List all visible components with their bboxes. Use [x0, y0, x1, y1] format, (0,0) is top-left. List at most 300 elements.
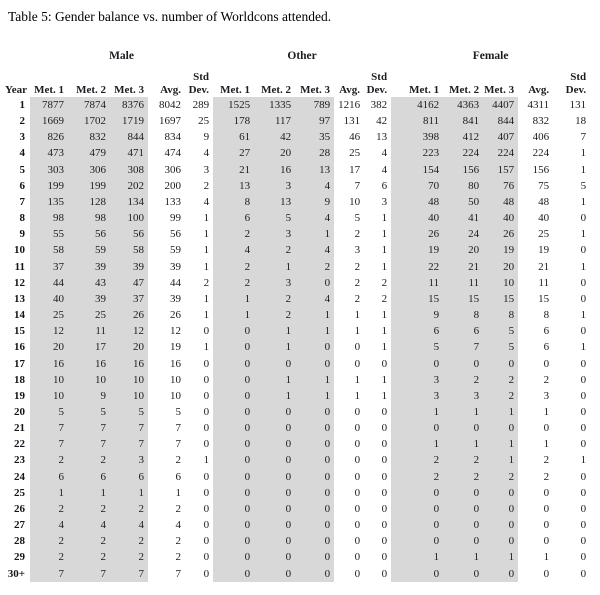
data-cell: 16	[170, 357, 181, 370]
data-cell: 0	[295, 566, 334, 582]
data-cell: 306	[164, 163, 181, 176]
data-cell: 1	[203, 228, 210, 241]
data-cell: 0	[391, 501, 443, 517]
data-cell: 0	[580, 502, 587, 515]
data-cell: 1	[381, 228, 388, 241]
data-cell: 0	[254, 356, 295, 372]
column-header-other-avg: Avg.	[339, 84, 361, 96]
data-cell: 44	[30, 275, 68, 291]
data-cell: 306	[68, 162, 110, 178]
data-cell: 474	[164, 147, 181, 160]
data-cell: 39	[170, 260, 181, 273]
data-cell: 7	[110, 566, 148, 582]
table-row	[0, 533, 590, 549]
data-cell: 0	[203, 325, 210, 338]
year-cell: 15	[14, 325, 25, 338]
data-cell: 1	[580, 309, 587, 322]
year-cell: 7	[19, 195, 25, 208]
table-row	[0, 259, 590, 275]
data-cell: 20	[443, 242, 483, 258]
data-cell: 0	[203, 551, 210, 564]
data-cell: 0	[254, 452, 295, 468]
data-cell: 40	[483, 210, 518, 226]
data-cell: 2	[68, 549, 110, 565]
data-cell: 8	[483, 307, 518, 323]
data-cell: 0	[580, 389, 587, 402]
data-cell: 0	[580, 422, 587, 435]
data-cell: 16	[254, 162, 295, 178]
data-cell: 12	[170, 325, 181, 338]
data-cell: 6	[68, 469, 110, 485]
data-cell: 0	[213, 356, 254, 372]
data-cell: 157	[483, 162, 518, 178]
data-cell: 5	[175, 405, 181, 418]
data-cell: 6	[381, 179, 388, 192]
data-cell: 4	[295, 242, 334, 258]
data-cell: 1	[30, 485, 68, 501]
data-cell: 844	[110, 129, 148, 145]
data-cell: 0	[483, 356, 518, 372]
data-cell: 15	[443, 291, 483, 307]
data-cell: 1	[354, 309, 361, 322]
data-cell: 3	[543, 389, 550, 402]
table-row	[0, 452, 590, 468]
column-header-male-met-3: Met. 3	[114, 84, 144, 96]
table-body	[0, 97, 590, 582]
data-cell: 0	[580, 567, 587, 580]
data-cell: 0	[483, 485, 518, 501]
data-cell: 133	[164, 195, 181, 208]
data-cell: 1	[580, 260, 587, 273]
data-cell: 0	[354, 405, 361, 418]
data-cell: 0	[443, 566, 483, 582]
data-cell: 1	[295, 307, 334, 323]
year-cell: 14	[14, 309, 25, 322]
data-cell: 0	[381, 519, 388, 532]
data-cell: 2	[30, 501, 68, 517]
data-cell: 2	[483, 388, 518, 404]
data-cell: 0	[391, 517, 443, 533]
data-cell: 1	[110, 485, 148, 501]
column-header-male-std-dev: Std Dev.	[188, 71, 210, 96]
data-cell: 2	[543, 454, 550, 467]
data-cell: 0	[381, 551, 388, 564]
group-header-spacer	[0, 41, 30, 65]
data-cell: 25	[538, 228, 550, 241]
data-cell: 0	[213, 452, 254, 468]
data-cell: 0	[203, 438, 210, 451]
data-cell: 1	[381, 325, 388, 338]
group-header-female: Female	[472, 50, 509, 62]
data-cell: 42	[376, 115, 388, 128]
year-cell: 21	[14, 422, 25, 435]
data-cell: 2	[254, 291, 295, 307]
data-cell: 7	[443, 339, 483, 355]
data-cell: 19	[170, 341, 181, 354]
data-cell: 24	[443, 226, 483, 242]
data-cell: 0	[203, 389, 210, 402]
data-cell: 0	[543, 567, 550, 580]
data-cell: 0	[354, 470, 361, 483]
data-cell: 2	[354, 276, 361, 289]
data-cell: 40	[30, 291, 68, 307]
data-cell: 7	[110, 436, 148, 452]
year-cell: 12	[14, 276, 25, 289]
data-cell: 0	[483, 501, 518, 517]
table-row	[0, 97, 590, 113]
data-cell: 2	[381, 292, 388, 305]
table-row	[0, 145, 590, 161]
data-cell: 2	[175, 535, 181, 548]
data-cell: 1	[354, 389, 361, 402]
table-row	[0, 242, 590, 258]
data-cell: 58	[110, 242, 148, 258]
year-cell: 2	[19, 115, 25, 128]
data-cell: 0	[381, 535, 388, 548]
data-cell: 20	[483, 259, 518, 275]
data-cell: 1	[254, 259, 295, 275]
data-cell: 832	[532, 115, 550, 128]
data-cell: 0	[391, 356, 443, 372]
data-cell: 156	[443, 162, 483, 178]
data-cell: 0	[254, 517, 295, 533]
data-cell: 2	[30, 549, 68, 565]
data-cell: 0	[295, 275, 334, 291]
data-cell: 473	[30, 145, 68, 161]
data-cell: 0	[580, 405, 587, 418]
data-cell: 2	[295, 259, 334, 275]
data-cell: 35	[295, 129, 334, 145]
data-cell: 412	[443, 129, 483, 145]
data-cell: 13	[254, 194, 295, 210]
data-cell: 0	[354, 486, 361, 499]
data-cell: 1697	[159, 115, 181, 128]
data-cell: 0	[254, 436, 295, 452]
table-row	[0, 404, 590, 420]
column-header-year: Year	[5, 84, 27, 96]
data-cell: 1	[354, 325, 361, 338]
data-cell: 1	[580, 147, 587, 160]
data-cell: 4162	[391, 97, 443, 113]
data-cell: 1	[381, 373, 388, 386]
data-cell: 2	[175, 502, 181, 515]
paper-page	[0, 9, 600, 582]
data-cell: 0	[580, 373, 587, 386]
data-cell: 0	[580, 519, 587, 532]
data-cell: 7	[68, 436, 110, 452]
column-header-other-met-2: Met. 2	[261, 84, 292, 96]
data-cell: 1	[543, 551, 550, 564]
data-cell: 0	[580, 486, 587, 499]
table-row	[0, 291, 590, 307]
data-cell: 4	[110, 517, 148, 533]
data-cell: 75	[538, 179, 550, 192]
data-cell: 6	[30, 469, 68, 485]
data-cell: 0	[391, 566, 443, 582]
data-cell: 48	[483, 194, 518, 210]
column-header-male-avg: Avg.	[160, 84, 181, 96]
data-cell: 0	[254, 533, 295, 549]
data-cell: 0	[295, 339, 334, 355]
data-cell: 2	[483, 469, 518, 485]
data-cell: 841	[443, 113, 483, 129]
data-cell: 7	[30, 420, 68, 436]
data-cell: 2	[213, 275, 254, 291]
data-cell: 3	[203, 163, 210, 176]
data-cell: 0	[203, 486, 210, 499]
data-cell: 3	[354, 244, 361, 257]
data-cell: 4	[68, 517, 110, 533]
table-row	[0, 178, 590, 194]
data-cell: 1	[543, 405, 550, 418]
data-cell: 0	[381, 357, 388, 370]
data-cell: 2	[381, 276, 388, 289]
data-cell: 2	[68, 501, 110, 517]
data-cell: 15	[391, 291, 443, 307]
year-cell: 30+	[7, 567, 25, 580]
table-row	[0, 162, 590, 178]
data-cell: 21	[443, 259, 483, 275]
data-cell: 0	[295, 452, 334, 468]
data-cell: 117	[254, 113, 295, 129]
data-cell: 0	[254, 566, 295, 582]
data-cell: 0	[483, 517, 518, 533]
data-cell: 59	[68, 242, 110, 258]
data-cell: 131	[569, 99, 587, 111]
data-cell: 26	[391, 226, 443, 242]
year-cell: 8	[19, 212, 25, 225]
data-cell: 0	[580, 212, 587, 225]
data-cell: 2	[254, 242, 295, 258]
data-cell: 0	[443, 356, 483, 372]
data-cell: 834	[164, 131, 181, 144]
data-cell: 20	[30, 339, 68, 355]
data-cell: 0	[543, 486, 550, 499]
data-cell: 0	[443, 533, 483, 549]
data-cell: 56	[68, 226, 110, 242]
data-cell: 1	[391, 549, 443, 565]
data-cell: 0	[381, 438, 388, 451]
data-cell: 21	[538, 260, 550, 273]
table-row	[0, 388, 590, 404]
data-cell: 223	[391, 145, 443, 161]
data-cell: 0	[543, 422, 550, 435]
column-header-male-met-1: Met. 1	[34, 84, 64, 96]
data-cell: 7	[68, 420, 110, 436]
data-cell: 7874	[68, 97, 110, 113]
data-cell: 4	[381, 147, 388, 160]
year-cell: 10	[14, 244, 25, 257]
data-cell: 10	[170, 373, 181, 386]
data-cell: 7	[175, 422, 181, 435]
year-cell: 29	[14, 551, 25, 564]
data-cell: 10	[30, 372, 68, 388]
data-cell: 44	[170, 276, 181, 289]
data-cell: 4363	[443, 97, 483, 113]
data-cell: 8	[443, 307, 483, 323]
data-cell: 5	[68, 404, 110, 420]
column-header-female-met-2: Met. 2	[449, 84, 480, 96]
data-cell: 844	[483, 113, 518, 129]
data-cell: 39	[170, 292, 181, 305]
data-cell: 178	[213, 113, 254, 129]
data-cell: 2	[110, 533, 148, 549]
data-cell: 303	[30, 162, 68, 178]
data-cell: 25	[30, 307, 68, 323]
table-row	[0, 129, 590, 145]
data-cell: 59	[170, 244, 181, 257]
data-cell: 55	[30, 226, 68, 242]
data-cell: 1	[443, 436, 483, 452]
data-cell: 131	[343, 115, 361, 128]
data-cell: 2	[443, 452, 483, 468]
data-cell: 1	[254, 323, 295, 339]
data-cell: 10	[483, 275, 518, 291]
data-cell: 832	[68, 129, 110, 145]
data-cell: 10	[30, 388, 68, 404]
data-cell: 11	[443, 275, 483, 291]
data-cell: 789	[295, 97, 334, 113]
data-cell: 0	[354, 567, 361, 580]
data-cell: 0	[295, 356, 334, 372]
data-cell: 6	[175, 470, 181, 483]
data-cell: 0	[213, 323, 254, 339]
data-cell: 2	[391, 469, 443, 485]
data-cell: 1	[295, 323, 334, 339]
year-cell: 11	[14, 260, 25, 273]
group-header-row	[0, 41, 590, 65]
data-cell: 10	[110, 372, 148, 388]
data-cell: 0	[391, 420, 443, 436]
data-cell: 0	[295, 533, 334, 549]
data-cell: 1	[175, 486, 181, 499]
data-cell: 224	[483, 145, 518, 161]
data-cell: 17	[349, 163, 361, 176]
data-cell: 6	[213, 210, 254, 226]
data-cell: 0	[483, 533, 518, 549]
data-cell: 479	[68, 145, 110, 161]
data-cell: 7	[354, 179, 361, 192]
data-cell: 7	[175, 567, 181, 580]
data-cell: 2	[30, 533, 68, 549]
data-cell: 19	[538, 244, 550, 257]
data-cell: 6	[543, 325, 550, 338]
data-cell: 199	[30, 178, 68, 194]
data-cell: 3	[110, 452, 148, 468]
data-cell: 15	[483, 291, 518, 307]
data-cell: 0	[354, 341, 361, 354]
data-cell: 1	[381, 341, 388, 354]
table-row	[0, 307, 590, 323]
data-cell: 156	[532, 163, 550, 176]
table-row	[0, 194, 590, 210]
data-cell: 0	[354, 438, 361, 451]
data-cell: 0	[443, 420, 483, 436]
data-cell: 0	[213, 517, 254, 533]
data-cell: 4	[203, 195, 210, 208]
data-cell: 2	[110, 501, 148, 517]
data-cell: 18	[575, 115, 587, 128]
year-cell: 26	[14, 502, 25, 515]
data-cell: 0	[213, 339, 254, 355]
data-cell: 6	[391, 323, 443, 339]
data-cell: 70	[391, 178, 443, 194]
data-cell: 826	[30, 129, 68, 145]
data-cell: 22	[391, 259, 443, 275]
data-cell: 0	[354, 535, 361, 548]
data-cell: 16	[30, 356, 68, 372]
data-cell: 0	[295, 517, 334, 533]
data-cell: 2	[68, 452, 110, 468]
data-cell: 1	[580, 454, 587, 467]
data-cell: 1	[381, 260, 388, 273]
data-cell: 0	[254, 549, 295, 565]
data-cell: 7	[30, 436, 68, 452]
data-cell: 1	[381, 309, 388, 322]
data-cell: 11	[391, 275, 443, 291]
data-cell: 0	[295, 420, 334, 436]
data-cell: 398	[391, 129, 443, 145]
data-cell: 25	[349, 147, 361, 160]
data-cell: 0	[354, 357, 361, 370]
data-cell: 5	[391, 339, 443, 355]
year-cell: 9	[19, 228, 25, 241]
data-cell: 0	[443, 501, 483, 517]
table-row	[0, 566, 590, 582]
data-cell: 0	[381, 567, 388, 580]
data-cell: 1	[391, 436, 443, 452]
data-cell: 21	[213, 162, 254, 178]
data-cell: 3	[254, 275, 295, 291]
data-cell: 7	[110, 420, 148, 436]
data-cell: 199	[68, 178, 110, 194]
data-cell: 2	[254, 307, 295, 323]
column-header-female-met-1: Met. 1	[409, 84, 440, 96]
data-cell: 1	[254, 372, 295, 388]
data-cell: 10	[349, 195, 361, 208]
data-cell: 289	[192, 99, 210, 111]
data-cell: 6	[443, 323, 483, 339]
data-cell: 2	[543, 373, 550, 386]
column-header-female-met-3: Met. 3	[484, 84, 515, 96]
data-cell: 0	[580, 244, 587, 257]
data-cell: 0	[254, 501, 295, 517]
table-row	[0, 517, 590, 533]
data-cell: 0	[580, 551, 587, 564]
data-cell: 0	[203, 422, 210, 435]
data-cell: 19	[483, 242, 518, 258]
data-cell: 20	[110, 339, 148, 355]
data-cell: 134	[110, 194, 148, 210]
data-cell: 19	[391, 242, 443, 258]
data-cell: 43	[68, 275, 110, 291]
data-cell: 0	[213, 533, 254, 549]
table-row	[0, 372, 590, 388]
year-cell: 19	[14, 389, 25, 402]
data-cell: 1	[68, 485, 110, 501]
data-cell: 1	[203, 244, 210, 257]
year-cell: 18	[14, 373, 25, 386]
data-cell: 0	[443, 517, 483, 533]
data-cell: 1	[381, 389, 388, 402]
data-cell: 1	[580, 228, 587, 241]
column-header-other-met-1: Met. 1	[220, 84, 251, 96]
data-cell: 10	[170, 389, 181, 402]
data-cell: 6	[110, 469, 148, 485]
data-cell: 0	[213, 388, 254, 404]
data-cell: 11	[538, 276, 550, 289]
table-row	[0, 226, 590, 242]
